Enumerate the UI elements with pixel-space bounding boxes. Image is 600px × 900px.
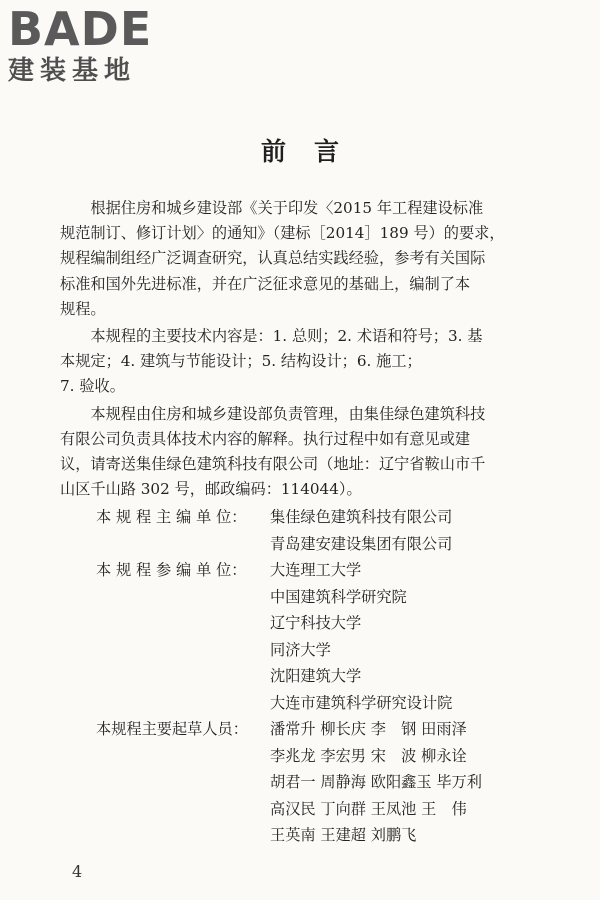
- role-label: 本规程主要起草人员：: [96, 720, 248, 739]
- drafter-name: 王 伟: [421, 799, 467, 818]
- participating-units: [60, 557, 542, 716]
- document-body: [60, 196, 542, 849]
- paragraph-management: [60, 402, 542, 503]
- text-line: 本规程的主要技术内容是：1. 总则；2. 术语和符号；3. 基: [90, 327, 483, 346]
- logo-wordmark: BADE: [8, 2, 153, 56]
- text-line: 7. 验收。: [60, 377, 125, 396]
- text-line: 有限公司负责具体技术内容的解释。执行过程中如有意见或建: [60, 429, 471, 448]
- text-line: 规程编制组经广泛调查研究，认真总结实践经验，参考有关国际: [60, 249, 486, 268]
- drafter-name: 王建超: [320, 826, 366, 845]
- role-label: 本 规 程 参 编 单 位：: [96, 561, 247, 580]
- logo-subtitle: 建装基地: [8, 56, 137, 86]
- drafter-row: [270, 796, 542, 823]
- text-line: 本规定；4. 建筑与节能设计；5. 结构设计；6. 施工；: [60, 352, 422, 371]
- drafter-name: 胡君一: [270, 773, 316, 792]
- drafter-row: [270, 743, 542, 770]
- drafter-name: 李 钢: [370, 720, 417, 739]
- page-number: 4: [72, 862, 83, 881]
- drafter-name: 毕万利: [436, 773, 482, 792]
- text-line: 根据住房和城乡建设部《关于印发〈2015 年工程建设标准: [90, 199, 484, 217]
- unit-name: 沈阳建筑大学: [270, 667, 362, 686]
- unit-name: 中国建筑科学研究院: [270, 587, 407, 606]
- drafter-row: [270, 822, 542, 849]
- drafter-name: 高汉民: [270, 799, 316, 818]
- drafter-name: 欧阳鑫玉: [370, 773, 432, 792]
- drafter-row: [270, 716, 542, 743]
- unit-name: 同济大学: [270, 640, 331, 659]
- paragraph-contents: [60, 324, 542, 400]
- unit-name: 大连市建筑科学研究设计院: [270, 693, 453, 712]
- text-line: 规范制订、修订计划〉的通知》（建标［2014］189 号）的要求，: [60, 224, 505, 243]
- drafter-name: 周静海: [320, 773, 366, 792]
- text-line: 议，请寄送集佳绿色建筑科技有限公司（地址：辽宁省鞍山市千: [60, 455, 486, 474]
- text-line: 本规程由住房和城乡建设部负责管理，由集佳绿色建筑科技: [90, 404, 486, 423]
- unit-name: 集佳绿色建筑科技有限公司: [270, 508, 453, 527]
- paragraph-background: [60, 196, 542, 322]
- drafter-name: 田雨泽: [421, 720, 467, 739]
- drafters-list: [60, 716, 542, 849]
- drafter-name: 宋 波: [370, 746, 417, 765]
- unit-name: 大连理工大学: [270, 561, 362, 580]
- drafter-name: 丁向群: [320, 799, 366, 818]
- drafter-row: [270, 769, 542, 796]
- drafter-name: 潘常升: [270, 720, 316, 739]
- drafter-name: 李兆龙: [270, 746, 316, 765]
- drafter-name: 刘鹏飞: [370, 826, 417, 845]
- drafter-name: 柳永诠: [421, 746, 467, 765]
- drafter-name: 李宏男: [320, 746, 366, 765]
- drafter-name: 柳长庆: [320, 720, 366, 739]
- drafter-name: 王凤池: [370, 799, 417, 818]
- chief-editor-units: [60, 504, 542, 557]
- unit-name: 青岛建安建设集团有限公司: [270, 534, 453, 553]
- unit-name: 辽宁科技大学: [270, 614, 362, 633]
- text-line: 规程。: [60, 299, 106, 318]
- drafter-name: 王英南: [270, 826, 316, 845]
- text-line: 山区千山路 302 号，邮政编码：114044）。: [60, 480, 362, 499]
- page-title: 前言: [260, 137, 367, 166]
- text-line: 标准和国外先进标准，并在广泛征求意见的基础上，编制了本: [60, 274, 471, 293]
- publisher-logo: [8, 2, 153, 86]
- role-label: 本 规 程 主 编 单 位：: [96, 508, 247, 527]
